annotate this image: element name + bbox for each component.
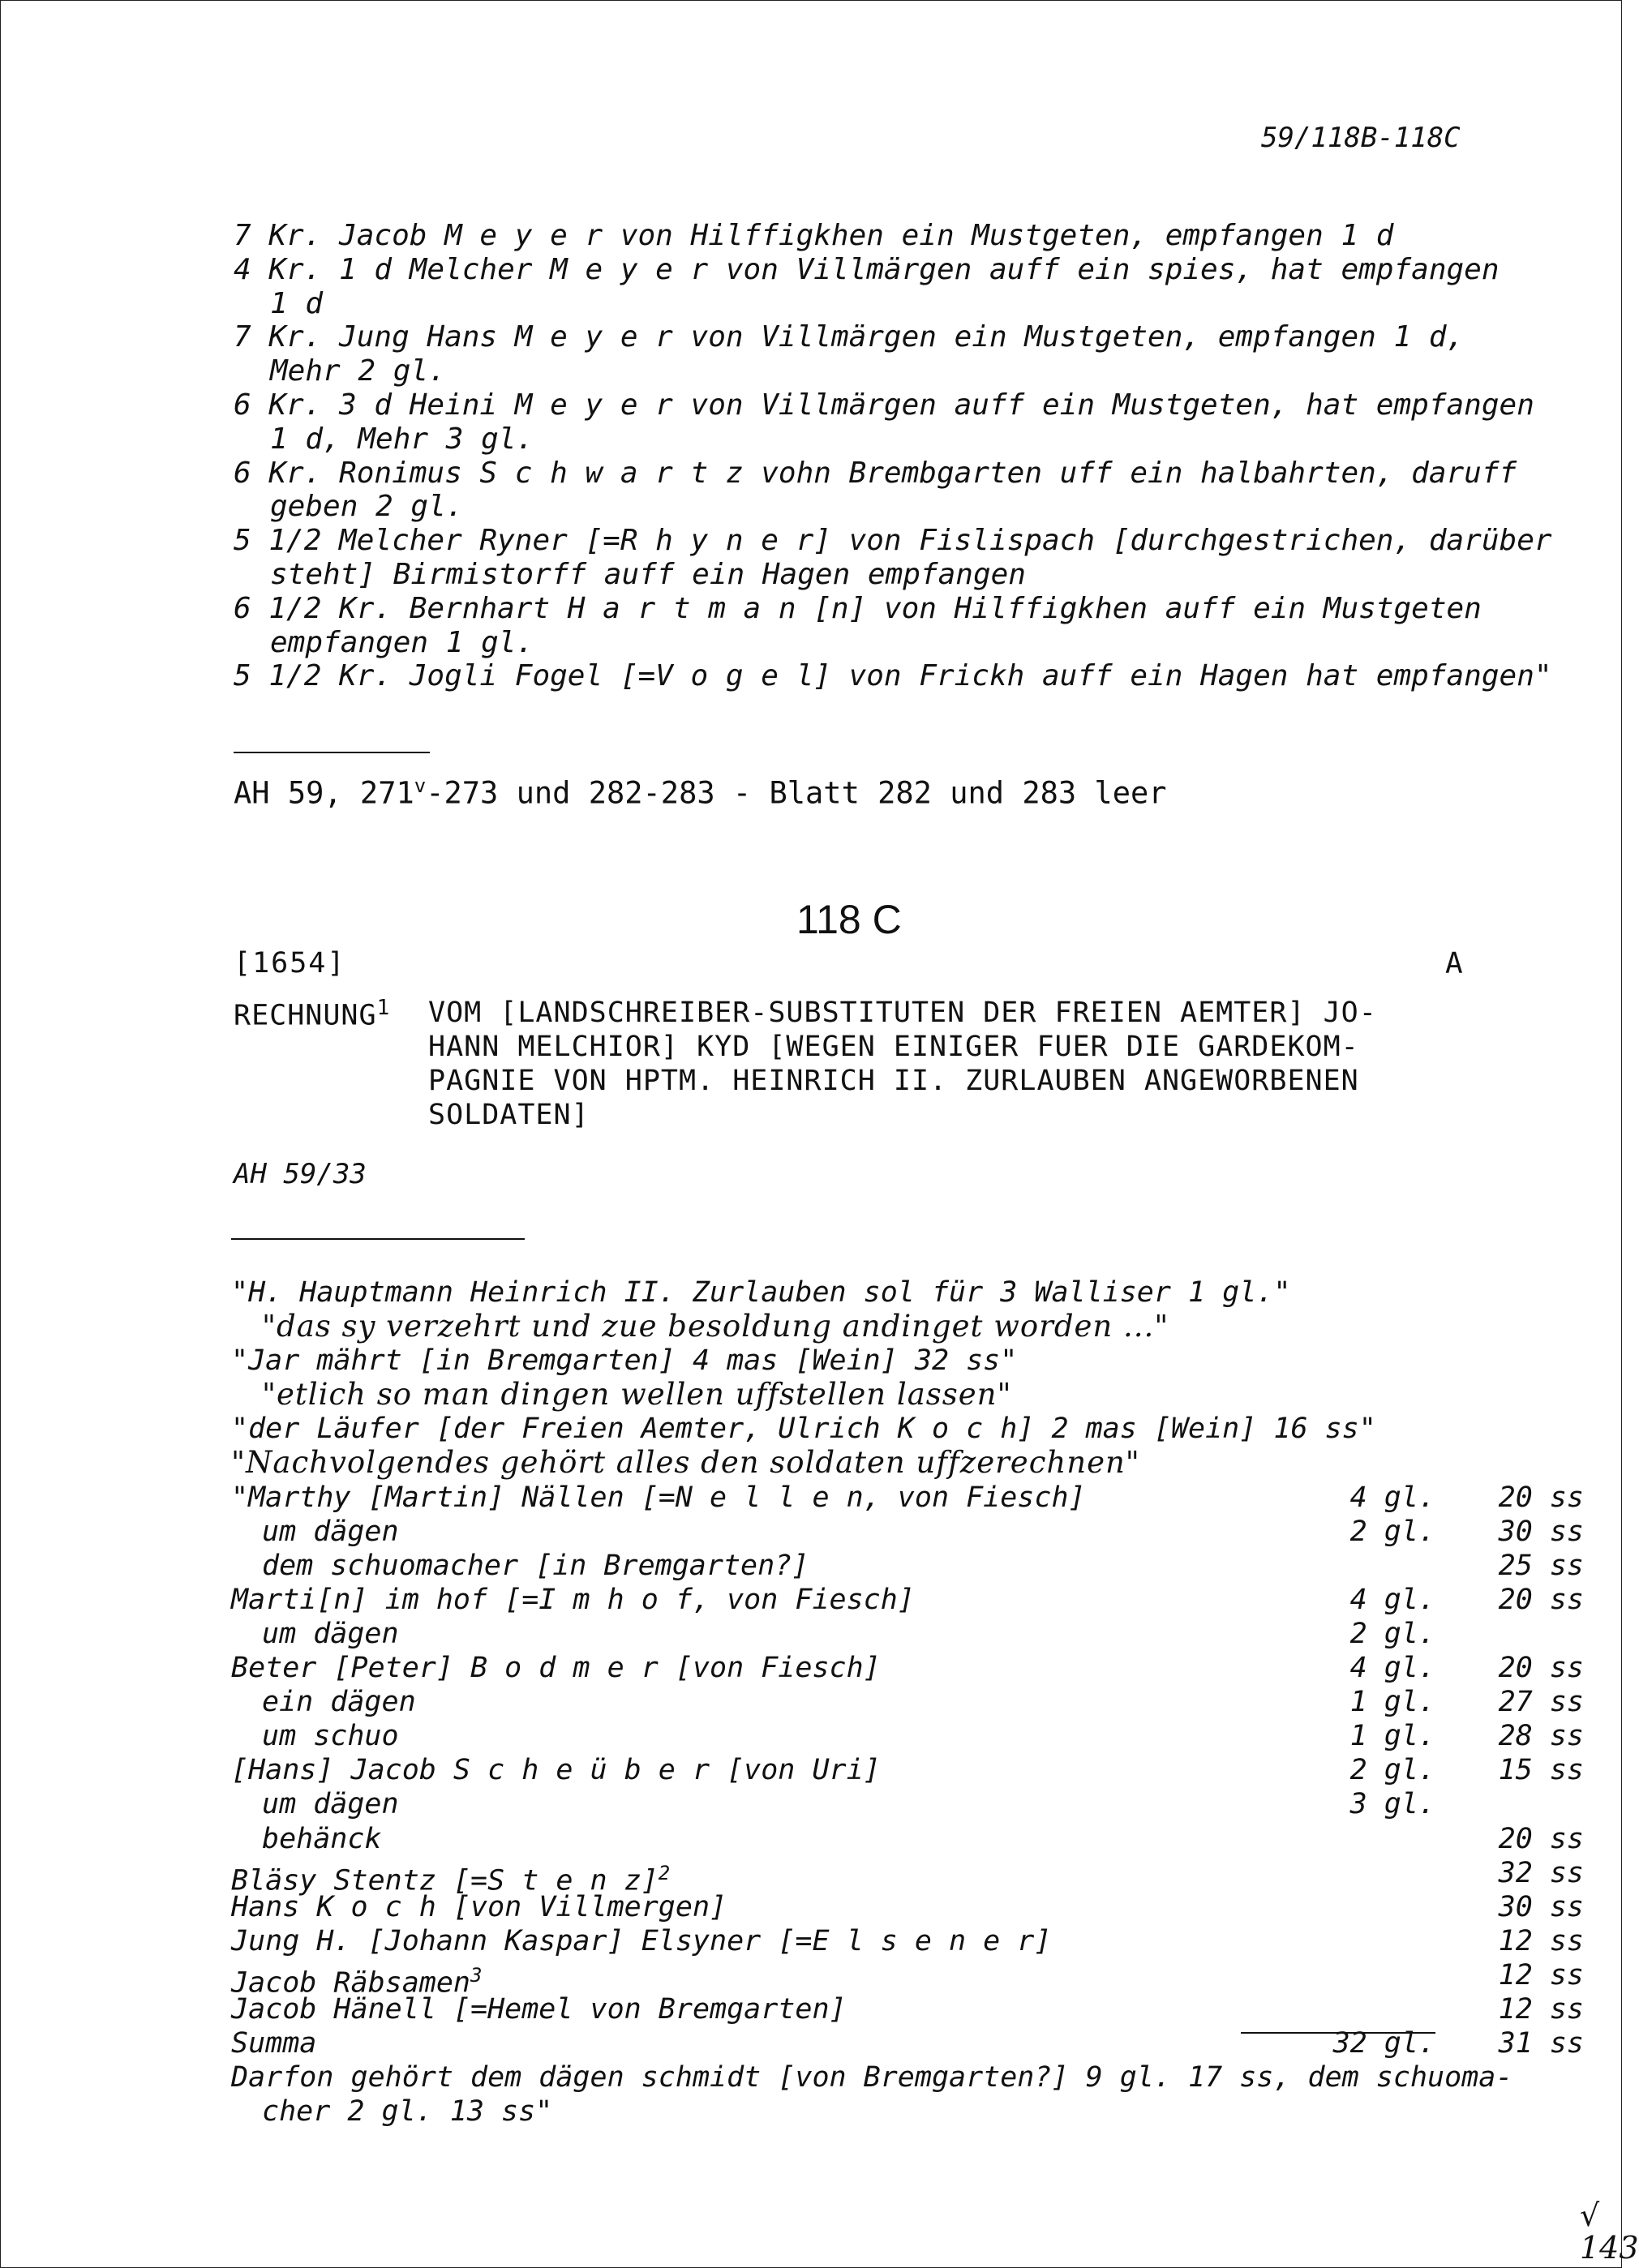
schilling-value: 25 ss [1498,1549,1584,1582]
gulden-value: 1 gl. [1349,1720,1435,1753]
entry-continuation: geben 2 gl. [270,490,464,524]
footnote-ref: 2 [658,1861,671,1884]
quote-text: "Jar mährt [in Bremgarten] 4 mas [Wein] 32 ss" [231,1344,1018,1378]
sum-rule [1241,2032,1435,2034]
entry-line: 4 Kr. 1 d Melcher M e y e r von Villmärgen auff ein spies, hat empfangen [234,252,1500,286]
row-text: um schuo [262,1720,399,1753]
title-line: HANN MELCHIOR] KYD [WEGEN EINIGER FUER DIE GARDEKOM- [428,1031,1359,1063]
quote-line [231,1275,1464,1310]
gulden-value: 4 gl. [1349,1652,1435,1685]
entry-line: 5 1/2 Kr. Jogli Fogel [=V o g e l] von Frickh auff ein Hagen hat empfangen" [234,659,1552,693]
entry-continuation: 1 d [270,286,324,320]
gulden-value: 2 gl. [1349,1754,1435,1787]
label-text: RECHNUNG [234,999,377,1032]
title-line: SOLDATEN] [428,1099,590,1131]
quote-text: "das sy verzehrt und zue besoldung andinget worden ..." [262,1309,1169,1344]
source-suffix: -273 und 282-283 - Blatt 282 und 283 leer [426,775,1167,811]
account-row [231,1753,1584,1787]
row-text: Jung H. [Johann Kaspar] Elsyner [=E l s e n e r] [231,1924,1052,1957]
account-row [231,1890,1584,1924]
source-line [234,774,1167,810]
quote-text: "der Läufer [der Freien Aemter, Ulrich K o c h] 2 mas [Wein] 16 ss" [231,1413,1376,1446]
gulden-value: 3 gl. [1349,1788,1435,1821]
row-text: [Hans] Jacob S c h e ü b e r [von Uri] [231,1754,881,1787]
gulden-value: 32 gl. [1332,2027,1435,2060]
entry-list [234,219,1552,693]
schilling-value: 20 ss [1498,1822,1584,1855]
row-text: Jacob Räbsamen [231,1966,471,2000]
row-label [231,1753,881,1787]
title-line: PAGNIE VON HPTM. HEINRICH II. ZURLAUBEN ANGEWORBENEN [428,1065,1359,1097]
document-title [428,996,1482,1132]
schilling-value: 12 ss [1498,1924,1584,1957]
account-table [231,1275,1584,2129]
account-row [231,1685,1584,1719]
document-number: 118 C [796,897,902,942]
entry-continuation: 1 d, Mehr 3 gl. [270,422,534,456]
account-row [231,1924,1584,1958]
row-label [262,1719,399,1753]
entry-line: 7 Kr. Jung Hans M e y e r von Villmärgen ein Mustgeten, empfangen 1 d, [234,320,1465,354]
row-text: Jacob Hänell [=Hemel von Bremgarten] [231,1992,847,2026]
row-label [262,1822,382,1856]
quote-text: "etlich so man dingen wellen uffstellen lassen" [262,1377,1012,1413]
title-line: VOM [LANDSCHREIBER-SUBSTITUTEN DER FREIEN AEMTER] JO- [428,997,1377,1029]
closing-line [231,2060,1513,2094]
account-row [231,1549,1584,1583]
schilling-value: 27 ss [1498,1686,1584,1719]
quote-line [231,1310,1464,1344]
gulden-value: 2 gl. [1349,1617,1435,1650]
row-label [262,1685,416,1719]
row-label [231,2026,316,2060]
quote-line [231,1378,1464,1412]
document-type: A [1445,947,1463,980]
footnote-ref: 3 [470,1963,483,1987]
row-text: ein dägen [262,1686,416,1719]
page-reference: 59/118B-118C [1261,122,1461,154]
schilling-value: 30 ss [1498,1515,1584,1548]
gulden-value: 4 gl. [1349,1583,1435,1616]
row-label [262,1787,399,1821]
closing-text: cher 2 gl. 13 ss" [262,2095,553,2129]
entry-continuation: steht] Birmistorff auff ein Hagen empfangen [270,557,1026,591]
row-label [262,1515,399,1549]
row-label [231,1481,1086,1515]
row-label [231,1992,847,2026]
check-mark: √ [1580,2197,1600,2233]
archive-reference: AH 59/33 [234,1158,367,1190]
schilling-value: 28 ss [1498,1720,1584,1753]
schilling-value: 12 ss [1498,1958,1584,1991]
account-row [231,1481,1584,1515]
row-label [262,1617,399,1651]
quote-line [231,1446,1464,1480]
entry-line: 6 1/2 Kr. Bernhart H a r t m a n [n] von Hilffigkhen auff ein Mustgeten [234,591,1482,625]
gulden-value: 4 gl. [1349,1481,1435,1514]
account-row [231,1651,1584,1685]
document-date: [1654] [234,947,346,980]
closing-line [231,2094,1464,2129]
account-row [231,1856,1584,1897]
row-text: behänck [262,1822,382,1855]
source-prefix: AH 59, 271 [234,775,414,811]
closing-text: Darfon gehört dem dägen schmidt [von Bremgarten?] 9 gl. 17 ss, dem schuoma- [231,2061,1513,2094]
schilling-value: 20 ss [1498,1583,1584,1616]
row-text: Summa [231,2027,317,2060]
separator-rule-2 [231,1238,525,1240]
source-superscript: v [414,774,427,797]
quote-line [231,1412,1464,1446]
account-row [231,1958,1584,2000]
account-row [231,1583,1584,1617]
schilling-value: 20 ss [1498,1652,1584,1685]
quote-line [231,1344,1464,1378]
gulden-value: 2 gl. [1349,1515,1435,1548]
row-label [231,1924,1051,1958]
row-text: um dägen [262,1788,399,1821]
entry-line: 6 Kr. 3 d Heini M e y e r von Villmärgen auff ein Mustgeten, hat empfangen [234,388,1534,422]
entry-continuation: Mehr 2 gl. [270,354,446,388]
schilling-value: 15 ss [1498,1754,1584,1787]
row-text: Beter [Peter] B o d m e r [von Fiesch] [231,1652,881,1685]
account-row [231,1822,1584,1856]
row-label [231,1890,727,1924]
folio-number: 143 [1580,2230,1639,2266]
account-row [231,1787,1464,1821]
separator-rule [234,752,430,753]
row-label [262,1549,809,1583]
quote-text: "Nachvolgendes gehört alles den soldaten uffzerechnen" [231,1445,1140,1481]
gulden-value: 1 gl. [1349,1686,1435,1719]
entry-line: 6 Kr. Ronimus S c h w a r t z vohn Brembgarten uff ein halbahrten, daruff [234,456,1517,490]
entry-line: 5 1/2 Melcher Ryner [=R h y n e r] von Fislispach [durchgestrichen, darüber [234,524,1552,558]
row-text: dem schuomacher [in Bremgarten?] [262,1549,809,1582]
schilling-value: 20 ss [1498,1481,1584,1514]
row-text: Marti[n] im hof [=I m h o f, von Fiesch] [231,1583,915,1616]
row-label [231,1651,881,1685]
row-text: um dägen [262,1515,399,1548]
row-text: "Marthy [Martin] Nällen [=N e l l e n, von Fiesch] [231,1481,1086,1514]
quote-text: "H. Hauptmann Heinrich II. Zurlauben sol für 3 Walliser 1 gl." [231,1276,1291,1309]
schilling-value: 32 ss [1498,1856,1584,1889]
account-row [231,1617,1464,1651]
footnote-ref: 1 [376,996,391,1020]
row-text: um dägen [262,1617,399,1650]
row-label [231,1583,915,1617]
schilling-value: 31 ss [1498,2027,1584,2060]
schilling-value: 12 ss [1498,1992,1584,2026]
account-row [231,1992,1584,2026]
row-text: Hans K o c h [von Villmergen] [231,1890,727,1923]
account-row [231,1515,1584,1549]
account-row [231,1719,1584,1753]
row-text: Bläsy Stentz [=S t e n z] [231,1864,659,1897]
document-label [234,996,390,1032]
entry-continuation: empfangen 1 gl. [270,625,534,659]
entry-line: 7 Kr. Jacob M e y e r von Hilffigkhen ein Mustgeten, empfangen 1 d [234,219,1394,252]
schilling-value: 30 ss [1498,1890,1584,1923]
